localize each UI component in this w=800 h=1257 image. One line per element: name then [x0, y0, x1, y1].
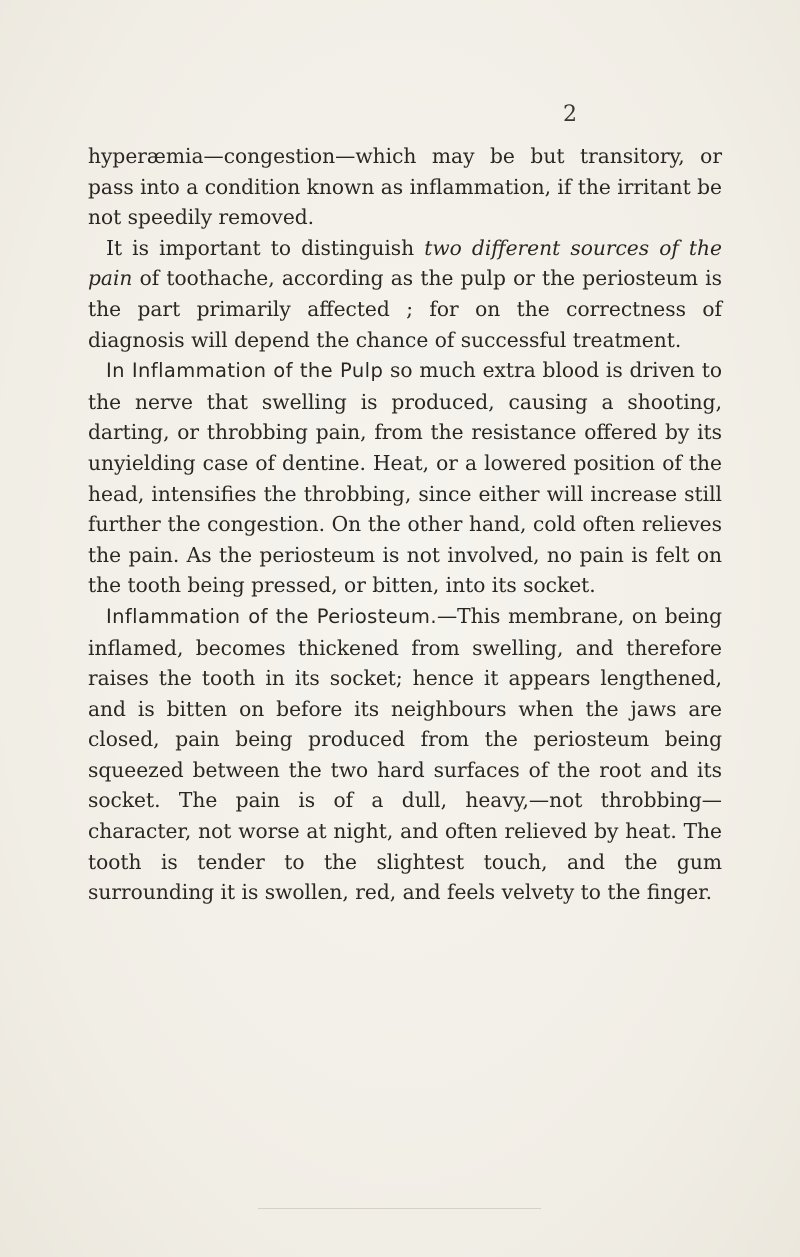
paragraph-hyperaemia-text: hyperæmia—congestion—which may be but transitory, or pass into a condition known as inflammation, if the irritant be not speedily removed. — [88, 144, 722, 230]
paragraph-pulp-inflammation — [88, 355, 722, 601]
paragraph-periosteum-text: —This membrane, on being inflamed, becomes thickened from swelling, and therefore raises the tooth in its socket; hence it appears lengthened, and is bitten on before its neighbours when the jaws are closed, pain being produced from the periosteum being squeezed between the two hard surfaces of the root and its socket. The pain is of a dull, heavy,—not throbbing—character, not worse at night, and often relieved by heat. The tooth is tender to the slightest touch, and the gum surrounding it is swollen, red, and feels velvety to the finger. — [88, 603, 722, 905]
paragraph-sources-after: of toothache, according as the pulp or the periosteum is the part primarily affected ; for on the correctness of diagnosis will depend the chance of successful treatment. — [88, 266, 722, 352]
paragraph-periosteum-inflammation — [88, 601, 722, 908]
paragraph-hyperaemia — [88, 141, 722, 233]
heading-pulp-inflammation: In Inflammation of the Pulp — [106, 359, 384, 383]
footer-rule — [258, 1208, 541, 1209]
heading-periosteum-inflammation: Inflammation of the Periosteum. — [106, 604, 437, 628]
page-number: 2 — [563, 102, 577, 127]
paragraph-pulp-text: so much extra blood is driven to the nerve that swelling is produced, causing a shooting, darting, or throbbing pain, from the resistance offered by its unyielding case of dentine. Heat, or a lowered position of the head, intensifies the throbbing, since either will increase still further the congestion. On the other hand, cold often relieves the pain. As the periosteum is not involved, no pain is felt on the tooth being pressed, or bitten, into its socket. — [88, 358, 722, 598]
paragraph-sources-emphasis: two different sources of the pain — [88, 235, 722, 291]
paragraph-sources-of-pain — [88, 233, 722, 355]
body-text — [88, 141, 722, 908]
paragraph-sources-before: It is important to distinguish — [106, 235, 425, 260]
